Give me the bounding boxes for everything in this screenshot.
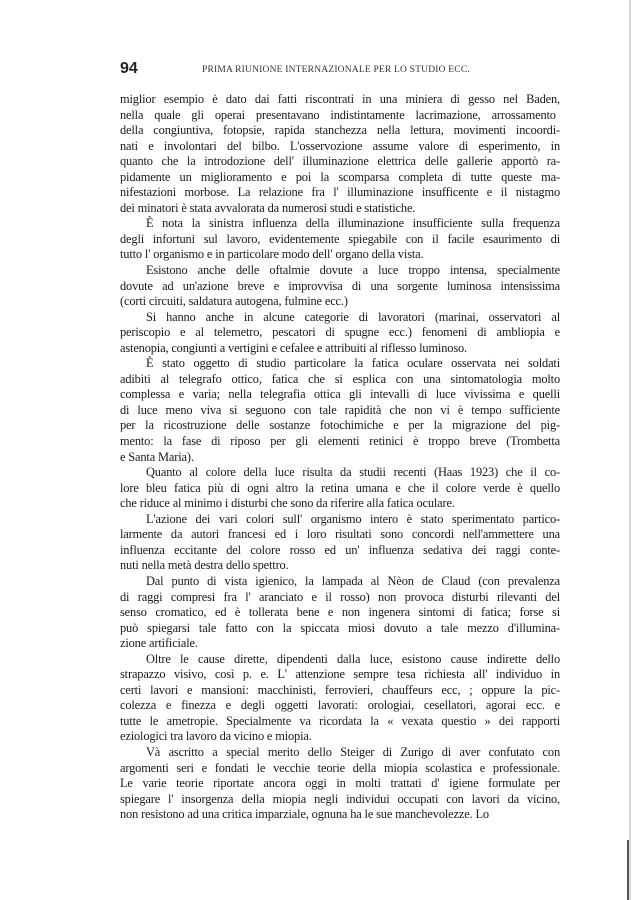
text-line: Le varie teorie riportate ancora oggi in molti trattati d' igiene formulate per [120,776,560,791]
text-line: Và ascritto a special merito dello Steiger di Zurigo di aver confutato con [146,744,560,759]
text-line: Esistono anche delle oftalmie dovute a luce troppo intensa, specialmente [146,263,560,278]
text-line: influenza eccitante del colore rosso ed un' influenza sedativa dei raggi conte- [120,542,560,557]
running-head: PRIMA RIUNIONE INTERNAZIONALE PER LO STUDIO ECC. [202,65,470,75]
text-line: nella quale gli operai presentavano indistintamente lacrimazione, arrossamento [120,107,556,122]
text-line: strapazzo visivo, così p. e. L' attenzione sempre tesa richiesta all' individuo in [120,667,560,682]
page-number: 94 [120,60,138,77]
text-line: nifestazioni morbose. La relazione fra l' illuminazione insufficente e il nistagmo [120,185,560,200]
text-line: tutto l' organismo e in particolare modo dell' organo della vista. [120,247,424,262]
text-line: mento: la fase di riposo per gli elementi retinici è troppo breve (Trombetta [120,434,560,449]
text-line: lore bleu fatica più di ogni altro la retina umana e che il colore verde è quello [120,480,560,495]
text-line: spiegare l' insorgenza della miopia negli individui occupati con lavori da vicino, [120,791,560,806]
text-line: certi lavori e mansioni: macchinisti, ferrovieri, chauffeurs ecc, ; oppure la pic- [120,682,560,697]
text-line: per la ricostruzione delle sostanze fotochimiche e per la migrazione del pig- [120,418,560,433]
text-line: complessa e varia; nella telegrafia ottica gli intevalli di luce vivissima e quelli [120,387,560,402]
body-text [120,92,560,823]
text-line: Dal punto di vista igienico, la lampada al Nèon de Claud (con prevalenza [146,573,560,588]
text-line: quanto che la introdozione dell' illuminazione elettrica delle gallerie apportò ra- [120,154,560,169]
text-line: È stato oggetto di studio particolare la fatica oculare osservata nei soldati [146,356,560,371]
text-line: larmente da autori francesi ed i loro risultati sono concordi nell'ammettere una [120,527,560,542]
text-line: (corti circuiti, saldatura autogena, fulmine ecc.) [120,294,348,309]
text-line: miglior esempio è dato dai fatti riscontrati in una miniera di gesso nel Baden, [120,92,560,106]
text-line: astenopia, congiunti a vertigini e cefalee e attribuiti al riflesso luminoso. [120,340,467,355]
text-line: Quanto al colore della luce risulta da studii recenti (Haas 1923) che il co- [146,465,560,480]
text-line: nati e involontari del bilbo. L'osservozione assume valore di esperimento, in [120,138,560,153]
text-line: Si hanno anche in alcune categorie di lavoratori (marinai, osservatori al [146,309,560,324]
text-line: e Santa Maria). [120,449,194,464]
text-line: dei minatori è stata avvalorata da numerosi studi e statistiche. [120,200,416,215]
page-edge [629,0,631,900]
text-line: È nota la sinistra influenza della illuminazione insufficiente sulla frequenza [146,216,560,231]
text-line: eziologici tra lavoro da vicino e miopia. [120,729,312,744]
text-line: di raggi compresi fra l' aranciato e il rosso) non provoca disturbi rilevanti del [120,589,560,604]
text-line: che riduce al minimo i disturbi che sono da riferire alla fatica oculare. [120,496,455,511]
text-line: L'azione dei vari colori sull' organismo intero è stato sperimentato partico- [146,511,560,526]
text-line: della congiuntiva, fotopsie, rapida stanchezza nella lettura, movimenti incoordi- [120,123,560,138]
binding-mark [627,840,629,900]
text-line: tutte le ametropie. Specialmente va ricordata la « vexata questio » dei rapporti [120,713,560,728]
text-line: Oltre le cause dirette, dipendenti dalla luce, esistono cause indirette dello [146,651,560,666]
text-line: senso cromatico, ed è tollerata bene e non ingenera sintomi di fatica; forse si [120,605,560,620]
text-line: può spiegarsi tale fatto con la spiccata miosi dovuto a tale mezzo d'illumina- [120,620,560,635]
text-line: degli infortuni sul lavoro, evidentemente spiegabile con il facile esaurimento di [120,231,560,246]
text-line: di luce meno viva si seguono con tale rapidità che non vi è tempo sufficiente [120,402,560,417]
text-line: nuti nella metà destra dello spettro. [120,558,289,573]
text-line: periscopio e al telemetro, pescatori di spugne ecc.) fenomeni di ambliopia e [120,325,560,340]
text-line: colezza e finezza e degli oggetti lavorati: orologiai, cesellatori, agorai ecc. e [120,698,560,713]
text-line: pidamente un miglioramento e poi la scomparsa completa di tutte queste ma- [120,169,560,184]
text-line: argomenti seri e fondati le vecchie teorie della miopia scolastica e professionale. [120,760,560,775]
page-header [120,60,560,84]
text-line: adibiti al telegrafo ottico, fatica che si esplica con una sintomatologia molto [120,371,560,386]
text-line: dovute ad un'azione breve e improvvisa di una sorgente luminosa intensissima [120,278,560,293]
text-line: zione artificiale. [120,636,198,651]
text-line: non resistono ad una critica imparziale, ognuna ha le sue manchevolezze. Lo [120,807,489,822]
